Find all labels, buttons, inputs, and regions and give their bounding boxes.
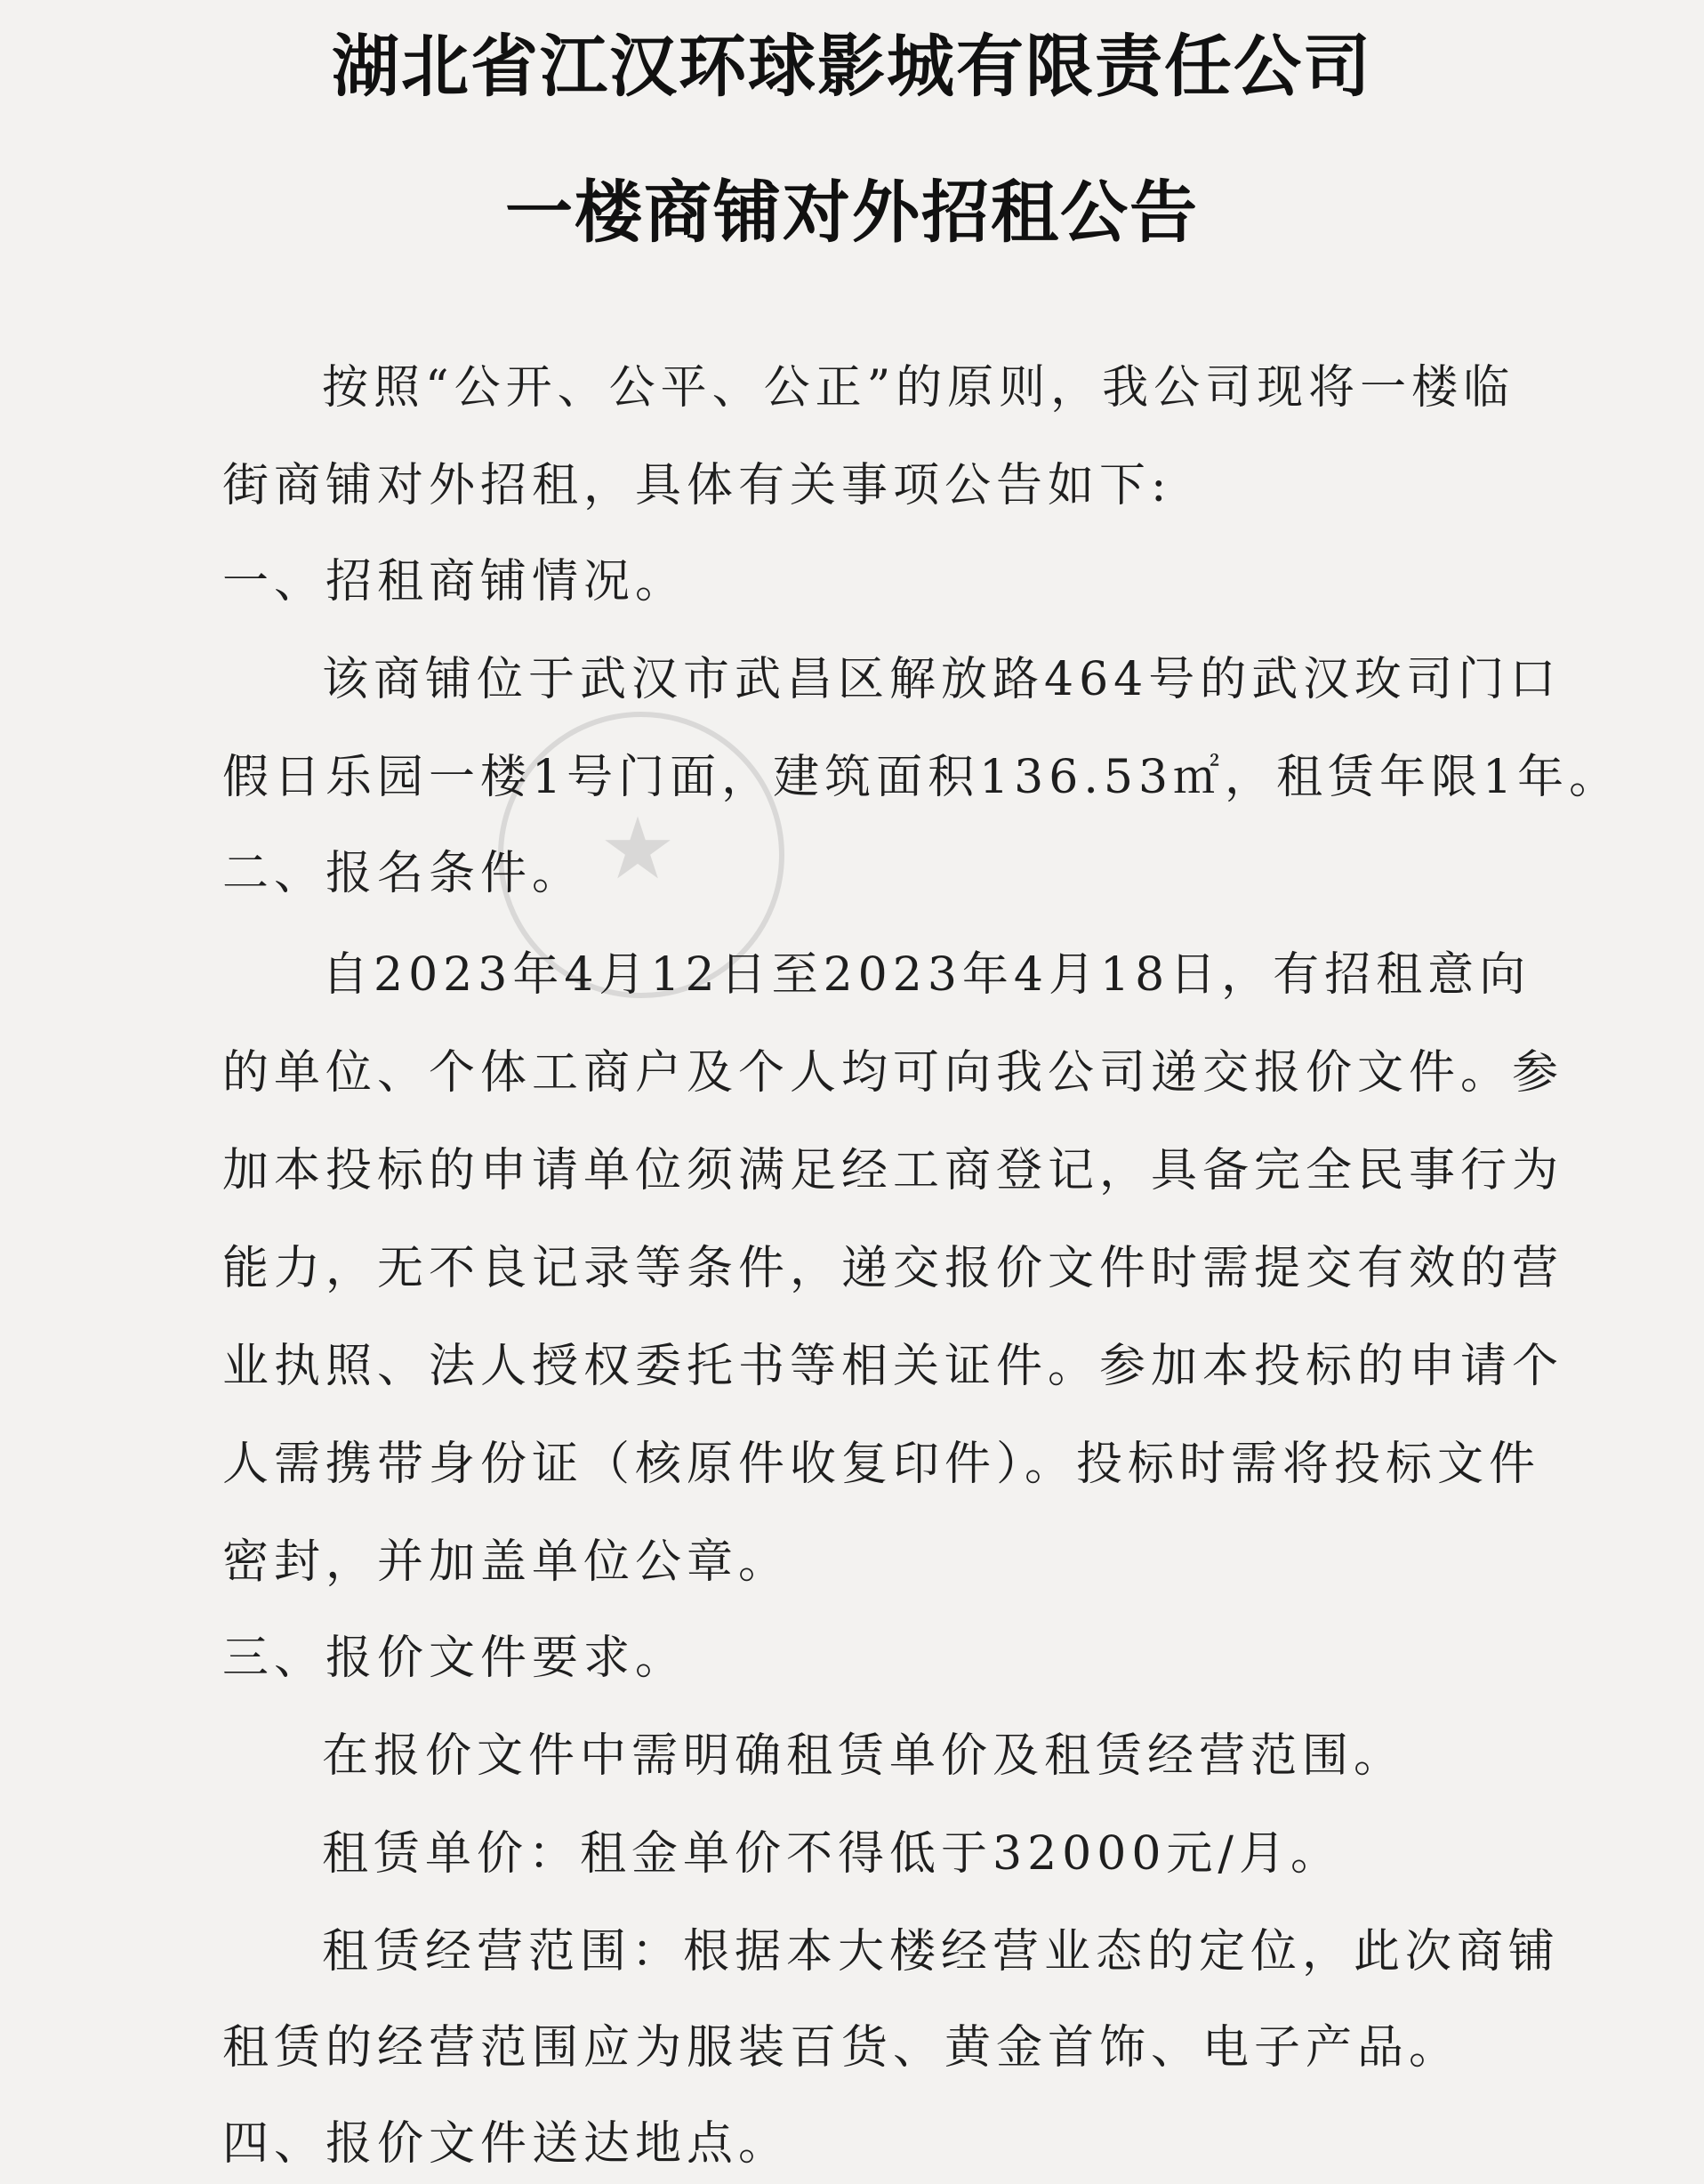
section-3-line-1: 在报价文件中需明确租赁单价及租赁经营范围。 <box>322 1729 1406 1783</box>
paragraph-intro-line-1: 按照“公开、公平、公正”的原则，我公司现将一楼临 <box>322 361 1515 415</box>
section-2-line-1: 自2023年4月12日至2023年4月18日，有招租意向 <box>322 948 1531 1002</box>
section-2-line-2: 的单位、个体工商户及个人均可向我公司递交报价文件。参 <box>222 1046 1564 1100</box>
section-1-line-2: 假日乐园一楼1号门面，建筑面积136.53㎡，租赁年限1年。 <box>222 751 1621 804</box>
section-2-line-7: 密封，并加盖单位公章。 <box>222 1535 791 1589</box>
section-heading-1: 一、招租商铺情况。 <box>222 555 687 608</box>
section-heading-4: 四、报价文件送达地点。 <box>222 2117 791 2171</box>
section-3-line-4: 租赁的经营范围应为服装百货、黄金首饰、电子产品。 <box>222 2021 1461 2075</box>
section-3-line-3: 租赁经营范围：根据本大楼经营业态的定位，此次商铺 <box>322 1925 1561 1978</box>
section-1-line-1: 该商铺位于武汉市武昌区解放路464号的武汉玫司门口 <box>322 653 1562 706</box>
document-title-line-1: 湖北省江汉环球影城有限责任公司 <box>332 27 1372 106</box>
document-title-line-2: 一楼商铺对外招租公告 <box>505 173 1199 252</box>
section-3-line-2: 租赁单价：租金单价不得低于32000元/月。 <box>322 1827 1342 1881</box>
section-2-line-6: 人需携带身份证（核原件收复印件）。投标时需将投标文件 <box>222 1438 1541 1491</box>
section-2-line-5: 业执照、法人授权委托书等相关证件。参加本投标的申请个 <box>222 1340 1564 1393</box>
section-2-line-3: 加本投标的申请单位须满足经工商登记，具备完全民事行为 <box>222 1144 1564 1197</box>
section-heading-2: 二、报名条件。 <box>222 847 584 900</box>
section-heading-3: 三、报价文件要求。 <box>222 1632 687 1685</box>
paragraph-intro-line-2: 街商铺对外招租，具体有关事项公告如下: <box>222 459 1172 512</box>
section-2-line-4: 能力，无不良记录等条件，递交报价文件时需提交有效的营 <box>222 1242 1564 1295</box>
seal-star-icon: ★ <box>599 799 677 899</box>
